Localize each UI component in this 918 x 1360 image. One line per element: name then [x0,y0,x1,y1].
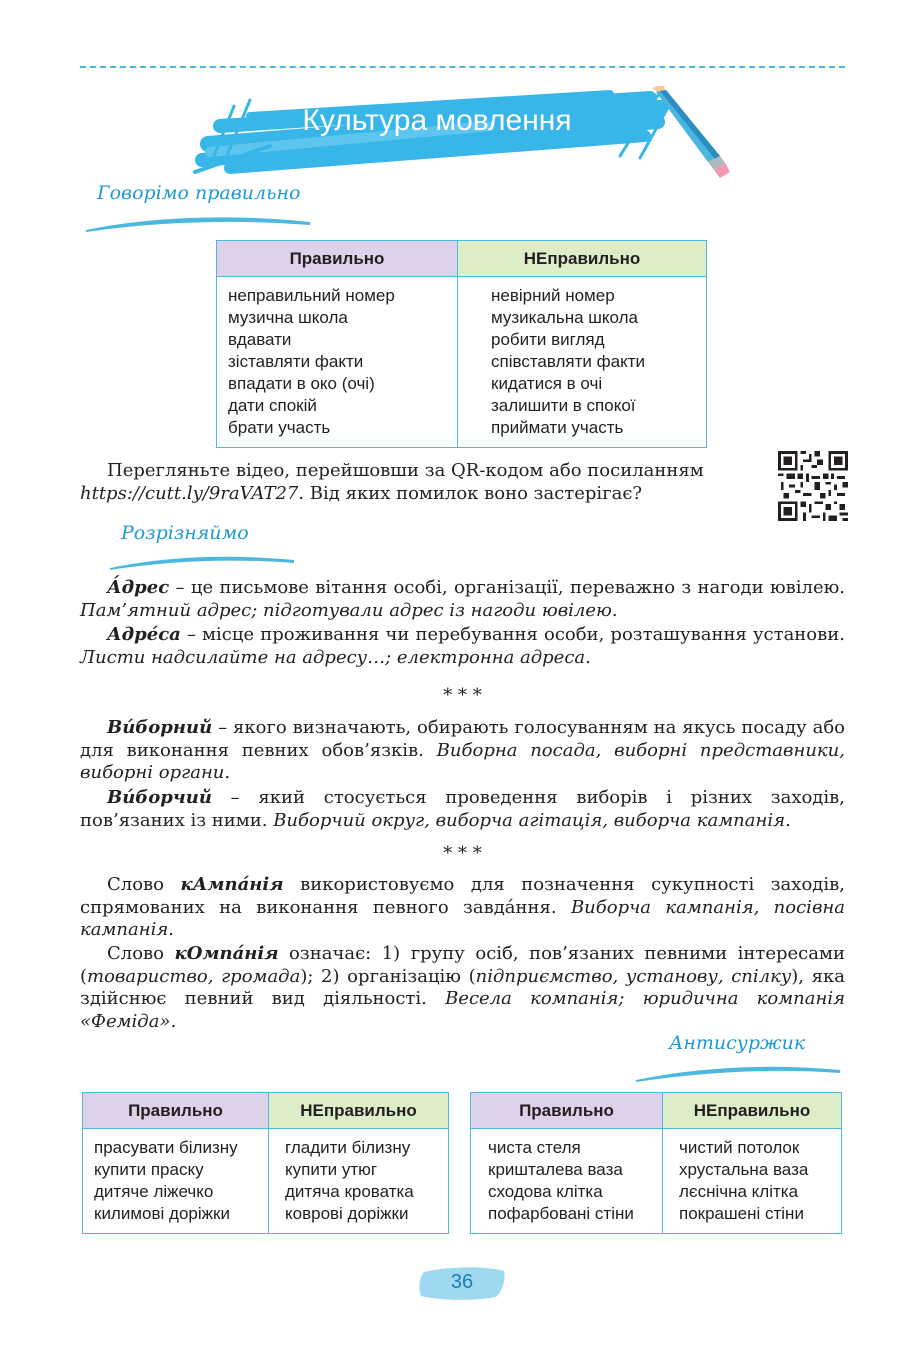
list-item: брати участь [228,418,331,437]
term: А́дрес [107,577,170,598]
list-item: прасувати білизну [94,1138,238,1157]
list-item: чистий потолок [679,1138,800,1157]
section-heading-distinguish: Розрізняймо [121,522,249,544]
heading-swoosh [84,208,314,234]
qr-paragraph [80,460,760,505]
example: Виборча кампанія, посівна кампанія. [80,896,846,940]
list-item: чиста стеля [488,1138,581,1157]
header-correct: Правильно [217,241,458,277]
list-item: купити утюг [285,1160,378,1179]
term: кОмпа́нія [174,943,279,964]
header-incorrect: НЕправильно [269,1093,449,1129]
list-item: дитяча кроватка [285,1182,414,1201]
incorrect-column [269,1129,449,1234]
definition: – це письмове вітання особі, організації, переважно з нагоди ювілею. [169,577,845,598]
heading-swoosh [634,1058,844,1084]
list-item: неправильний номер [228,286,395,305]
header-correct: Правильно [471,1093,663,1129]
definition: – місце проживання чи перебування особи, розташування установи. [180,624,845,645]
term: Ви́борний [107,717,213,738]
example: Весела компанія; юридична компанія «Феміда». [80,988,846,1032]
list-item: дитяче ліжечко [94,1182,214,1201]
lead: Слово [107,943,175,964]
list-item: співставляти факти [491,352,645,371]
list-item: сходова клітка [488,1182,603,1201]
paragraph-vyborchyi [80,787,845,832]
list-item: килимові доріжки [94,1204,230,1223]
list-item: хрустальна ваза [679,1160,809,1179]
correct-column [83,1129,269,1234]
paragraph-adresa [80,624,845,669]
definition: ); 2) організацію ( [300,965,476,987]
top-dashed-divider [80,66,845,68]
qr-code-icon[interactable] [778,451,848,521]
example: Виборчий округ, виборча агітація, виборча кампанія. [273,809,791,831]
list-item: пофарбовані стіни [488,1204,634,1223]
list-item: купити праску [94,1160,204,1179]
list-item: кришталева ваза [488,1160,623,1179]
example: Виборна посада, виборні представники, виборні органи. [80,739,845,783]
list-item: невірний номер [491,286,615,305]
list-item: зіставляти факти [228,352,364,371]
list-item: покрашені стіни [679,1204,804,1223]
header-correct: Правильно [83,1093,269,1129]
list-item: гладити білизну [285,1138,411,1157]
example: товариство, громада [87,965,301,987]
example: Листи надсилайте на адресу…; електронна адреса. [80,646,591,668]
incorrect-column [458,277,707,448]
definition: ), яка здійснює певний вид діяльності. [80,965,845,1009]
definition: використовуємо для позначення сукупності заходів, спрямованих на виконання певного завда́ння. [80,874,845,918]
list-item: музична школа [228,308,348,327]
correct-incorrect-table-main [216,240,707,448]
list-item: коврові доріжки [285,1204,409,1223]
example: підприємство, установу, спілку [475,965,792,987]
correct-column [217,277,458,448]
antisurzhyk-table-left [82,1092,449,1234]
incorrect-column [663,1129,842,1234]
example: Пам’ятний адрес; підготували адрес із нагоди ювілею. [80,599,618,621]
definition: – якого визначають, обирають голосуванням на якусь посаду або для виконання певних обов’язків. [80,717,845,761]
correct-column [471,1129,663,1234]
paragraph-vybornyi [80,717,845,785]
separator-stars: * * * [443,843,482,864]
lead: Слово [107,874,181,895]
antisurzhyk-table-right [470,1092,842,1234]
separator-stars: * * * [443,685,482,706]
qr-paragraph-line1: Перегляньте відео, перейшовши за QR-кодом або посиланням [107,460,704,481]
list-item: кидатися в очі [491,374,603,393]
list-item: вдавати [228,330,292,349]
header-incorrect: НЕправильно [663,1093,842,1129]
video-link[interactable]: https://cutt.ly/9raVAT27 [80,482,299,504]
list-item: залишити в спокої [491,396,636,415]
section-heading-speak-correctly: Говорімо правильно [97,182,301,204]
term: кАмпа́нія [180,874,284,895]
list-item: робити вигляд [491,330,605,349]
definition: – який стосується проведення виборів і різних заходів, пов’язаних із ними. [80,787,845,831]
heading-swoosh [108,548,298,572]
list-item: музикальна школа [491,308,638,327]
header-incorrect: НЕправильно [458,241,707,277]
qr-paragraph-line2: . Від яких помилок воно застерігає? [298,482,643,504]
list-item: дати спокій [228,396,317,415]
term: Ви́борчий [107,787,212,808]
paragraph-kompaniia [80,943,845,1033]
list-item: лєснічна клітка [679,1182,799,1201]
page-title: Культура мовлення [302,104,572,137]
definition: означає: 1) групу осіб, пов’язаних певними інтересами ( [80,943,845,987]
paragraph-adres [80,577,845,622]
list-item: впадати в око (очі) [228,374,375,393]
paragraph-kampaniia [80,874,845,942]
section-heading-antisurzhyk: Антисуржик [669,1032,806,1054]
term: Адре́са [107,624,181,645]
page-number: 36 [450,1271,474,1293]
list-item: приймати участь [491,418,624,437]
